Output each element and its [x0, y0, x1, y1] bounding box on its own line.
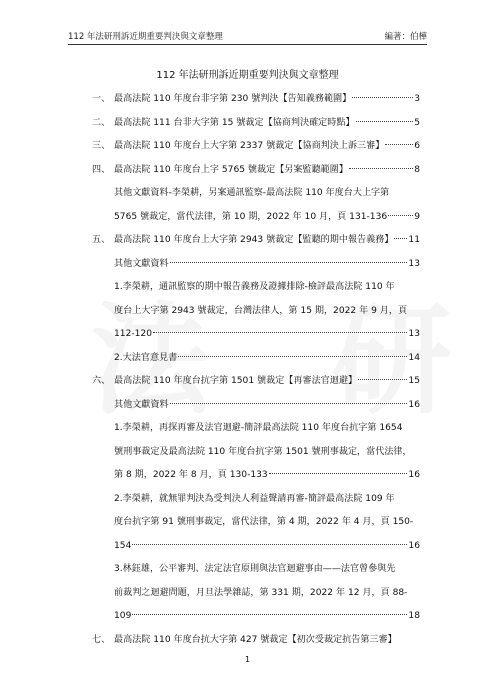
- toc-entry-7[interactable]: [92, 629, 420, 653]
- toc-subentry-6-2[interactable]: [114, 488, 420, 559]
- header-left-title: 112 年法研刑訴近期重要判決與文章整理: [68, 32, 223, 42]
- toc-subentry-text: 1.李榮耕，再探再審及法官迴避-簡評最高法院 110 年度台抗字第 1654: [114, 423, 403, 433]
- toc-entry-6[interactable]: [92, 370, 420, 394]
- toc-entry-number: 一、: [92, 94, 111, 104]
- leader-dots: [394, 238, 407, 239]
- toc-entry-page: 14: [408, 352, 420, 363]
- toc-entry-1[interactable]: [92, 88, 420, 112]
- toc-subentry-text: 第 8 期，2022 年 8 月，頁 130-133: [114, 470, 268, 480]
- toc-entry-page: 18: [408, 611, 420, 621]
- toc-entry-3[interactable]: [92, 135, 420, 159]
- toc-subentry-6-heading[interactable]: [114, 394, 420, 418]
- leader-dots: [170, 403, 408, 404]
- toc-entry-4[interactable]: [92, 159, 420, 183]
- document-title: 112 年法研刑訴近期重要判決與文章整理: [156, 70, 339, 81]
- toc-subentry-text: 154: [114, 540, 132, 551]
- toc-subentry-text: 109: [114, 611, 132, 621]
- leader-dots: [388, 215, 413, 216]
- toc-entry-text: 最高法院 111 台非大字第 15 號裁定【協商判決確定時點】: [114, 117, 355, 128]
- toc-subentry-text: 其他文獻資料: [114, 399, 169, 410]
- toc-entry-text: 最高法院 110 年度台抗字第 1501 號裁定【再審法官迴避】: [114, 376, 358, 386]
- toc-entry-number: 二、: [92, 117, 111, 128]
- leader-dots: [356, 121, 414, 122]
- toc-subentry-text: 其他文獻資料-李榮耕，另案通訊監察-最高法院 110 年度台大上字第: [114, 188, 390, 198]
- toc-entry-text: 最高法院 110 年度台上大字第 2943 號裁定【監聽的期中報告義務】: [114, 235, 394, 245]
- toc-subentry-text: 2.李榮耕，就無罪判決為受判決人利益聲請再審-簡評最高法院 109 年: [114, 493, 395, 504]
- toc-entry-page: 16: [408, 399, 420, 410]
- toc-entry-page: 16: [408, 470, 420, 480]
- toc-subentry-text: 1.李榮耕，通訊監察的期中報告義務及證據排除-檢評最高法院 110 年: [114, 282, 395, 292]
- leader-dots: [153, 332, 407, 333]
- toc-entry-page: 11: [408, 235, 420, 245]
- leader-dots: [349, 168, 413, 169]
- toc-subentry-text: 2.大法官意見書: [114, 352, 178, 363]
- toc-entry-page: 8: [414, 164, 420, 175]
- leader-dots: [132, 614, 407, 615]
- toc-subentry-text: 號刑事裁定及最高法院 110 年度台抗字第 1501 號刑事裁定，當代法律，: [114, 446, 412, 457]
- leader-dots: [132, 544, 407, 545]
- leader-dots: [358, 379, 407, 380]
- leader-dots: [178, 356, 407, 357]
- toc-subentry-5-heading[interactable]: [114, 253, 420, 277]
- toc-subentry-text: 其他文獻資料: [114, 258, 169, 269]
- toc-entry-text: 最高法院 110 年度台抗大字第 427 號裁定【初次受裁定抗告第三審】: [114, 634, 397, 645]
- toc-entry-page: 13: [408, 258, 420, 269]
- toc-entry-page: 15: [408, 376, 420, 386]
- toc-entry-number: 五、: [92, 235, 111, 245]
- header-rule: [68, 44, 427, 45]
- toc-subentry-text: 度台上大字第 2943 號裁定，台灣法律人，第 15 期，2022 年 9 月，頁: [114, 305, 408, 316]
- toc-entry-page: 5: [414, 117, 420, 128]
- toc-entry-2[interactable]: [92, 112, 420, 136]
- page-number: 1: [244, 655, 251, 664]
- leader-dots: [170, 262, 408, 263]
- toc-entry-number: 四、: [92, 164, 111, 175]
- toc-entry-page: 3: [414, 94, 420, 104]
- table-of-contents: [92, 88, 420, 652]
- toc-entry-5[interactable]: [92, 229, 420, 253]
- toc-subentry-5-2[interactable]: [114, 347, 420, 371]
- toc-entry-number: 三、: [92, 141, 111, 151]
- leader-dots: [352, 97, 413, 98]
- leader-dots: [385, 144, 413, 145]
- toc-subentry-6-1[interactable]: [114, 417, 420, 488]
- toc-entry-page: 13: [408, 329, 420, 339]
- toc-subentry-6-3[interactable]: [114, 558, 420, 629]
- toc-subentry-4-1[interactable]: [114, 182, 420, 229]
- toc-subentry-text: 112-120: [114, 329, 152, 339]
- toc-entry-page: 9: [414, 211, 420, 222]
- toc-subentry-5-1[interactable]: [114, 276, 420, 347]
- toc-entry-text: 最高法院 110 年度台上字 5765 號裁定【另案監聽範圍】: [114, 164, 348, 175]
- page-header: [68, 30, 427, 42]
- toc-entry-page: 16: [408, 540, 420, 551]
- header-author: 編著：伯樺: [384, 32, 427, 42]
- toc-entry-page: 6: [414, 141, 420, 151]
- leader-dots: [269, 473, 408, 474]
- toc-entry-number: 六、: [92, 376, 111, 386]
- toc-subentry-text: 度台抗字第 91 號刑事裁定，當代法律，第 4 期，2022 年 4 月，頁 150-: [114, 517, 414, 527]
- toc-subentry-text: 5765 號裁定，當代法律，第 10 期，2022 年 10 月，頁 131-136: [114, 211, 388, 222]
- toc-subentry-text: 前裁判之迴避問題，月旦法學雜誌，第 331 期，2022 年 12 月，頁 88-: [114, 587, 408, 598]
- toc-subentry-text: 3.林鈺雄，公平審判、法定法官原則與法官迴避事由——法官曾參與先: [114, 564, 396, 574]
- toc-entry-text: 最高法院 110 年度台非字第 230 號判決【告知義務範圍】: [114, 94, 352, 104]
- toc-entry-text: 最高法院 110 年度台上大字第 2337 號裁定【協商判決上訴三審】: [114, 141, 385, 151]
- toc-entry-number: 七、: [92, 634, 111, 645]
